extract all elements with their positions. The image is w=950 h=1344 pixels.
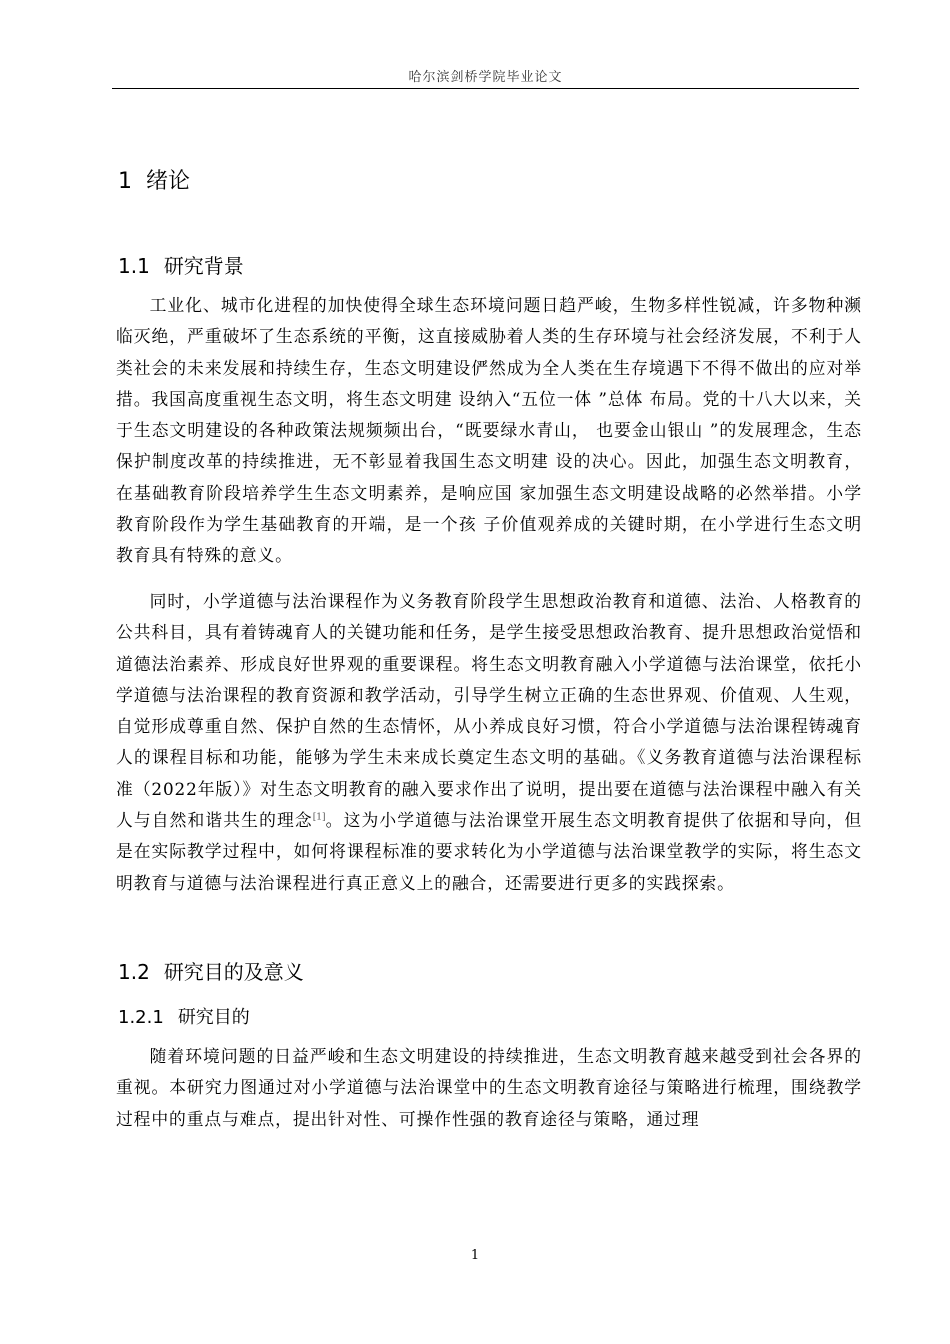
chapter-heading: [118, 164, 190, 195]
paragraph-text: 同时，小学道德与法治课程作为义务教育阶段学生思想政治教育和道德、法治、人格教育的公共科目，具有着铸魂育人的关键功能和任务，是学生接受思想政治教育、提升思想政治觉悟和道德法治素养、形成良好世界观的重要课程。将生态文明教育融入小学道德与法治课堂，依托小学道德与法治课程的教育资源和教学活动，引导学生树立正确的生态世界观、价值观、人生观，自觉形成尊重自然、保护自然的生态情怀，从小养成良好习惯，符合小学道德与法治课程铸魂育人的课程目标和功能，能够为学生未来成长奠定生态文明的基础。《义务教育道德与法治课程标准（2022年版）》对生态文明教育的融入要求作出了说明，提出要在道德与法治课程中融入有关人与自然和谐共生的理念: [116, 591, 862, 831]
subsection-title: 研究目的: [177, 1007, 250, 1028]
subsection-heading-1-2-1: [118, 1003, 250, 1029]
header-divider: [112, 88, 859, 89]
running-header: 哈尔滨剑桥学院毕业论文: [408, 70, 563, 85]
page-number: 1: [470, 1248, 480, 1263]
subsection-number: 1.2.1: [118, 1007, 164, 1028]
body-paragraph: [116, 586, 862, 899]
body-paragraph: 工业化、城市化进程的加快使得全球生态环境问题日趋严峻，生物多样性锐减，许多物种濒临灭绝，严重破坏了生态系统的平衡，这直接威胁着人类的生存环境与社会经济发展，不利于人类社会的未来发展和持续生存，生态文明建设俨然成为全人类在生存境遇下不得不做出的应对举措。我国高度重视生态文明，将生态文明建 设纳入“五位一体 ”总体 布局。党的十八大以来，关于生态文明建设的各种政策法规频频出台，“既要绿水青山， 也要金山银山 ”的发展理念，生态保护制度改革的持续推进，无不彰显着我国生态文明建 设的决心。因此，加强生态文明教育，在基础教育阶段培养学生生态文明素养，是响应国 家加强生态文明建设战略的必然举措。小学教育阶段作为学生基础教育的开端，是一个孩 子价值观养成的关键时期，在小学进行生态文明教育具有特殊的意义。: [116, 295, 862, 566]
section-heading-1-1: [118, 250, 244, 279]
citation-link[interactable]: [1]: [312, 812, 326, 823]
section-number: 1.1: [118, 254, 150, 278]
section-number: 1.2: [118, 960, 150, 984]
chapter-title: 绪论: [146, 169, 191, 194]
body-paragraph: 随着环境问题的日益严峻和生态文明建设的持续推进，生态文明教育越来越受到社会各界的重视。本研究力图通过对小学道德与法治课堂中的生态文明教育途径与策略进行梳理，围绕教学过程中的重点与难点，提出针对性、可操作性强的教育途径与策略，通过理: [116, 1046, 862, 1129]
section-title: 研究目的及意义: [163, 960, 304, 984]
section-heading-1-2: [118, 956, 304, 985]
section-title: 研究背景: [163, 254, 244, 278]
paragraph-text: 。这为小学道德与法治课堂开展生态文明教育提供了依据和导向，但是在实际教学过程中，如何将课程标准的要求转化为小学道德与法治课堂教学的实际，将生态文明教育与道德与法治课程进行真正意义上的融合，还需要进行更多的实践探索。: [116, 810, 862, 893]
chapter-number: 1: [118, 169, 132, 194]
